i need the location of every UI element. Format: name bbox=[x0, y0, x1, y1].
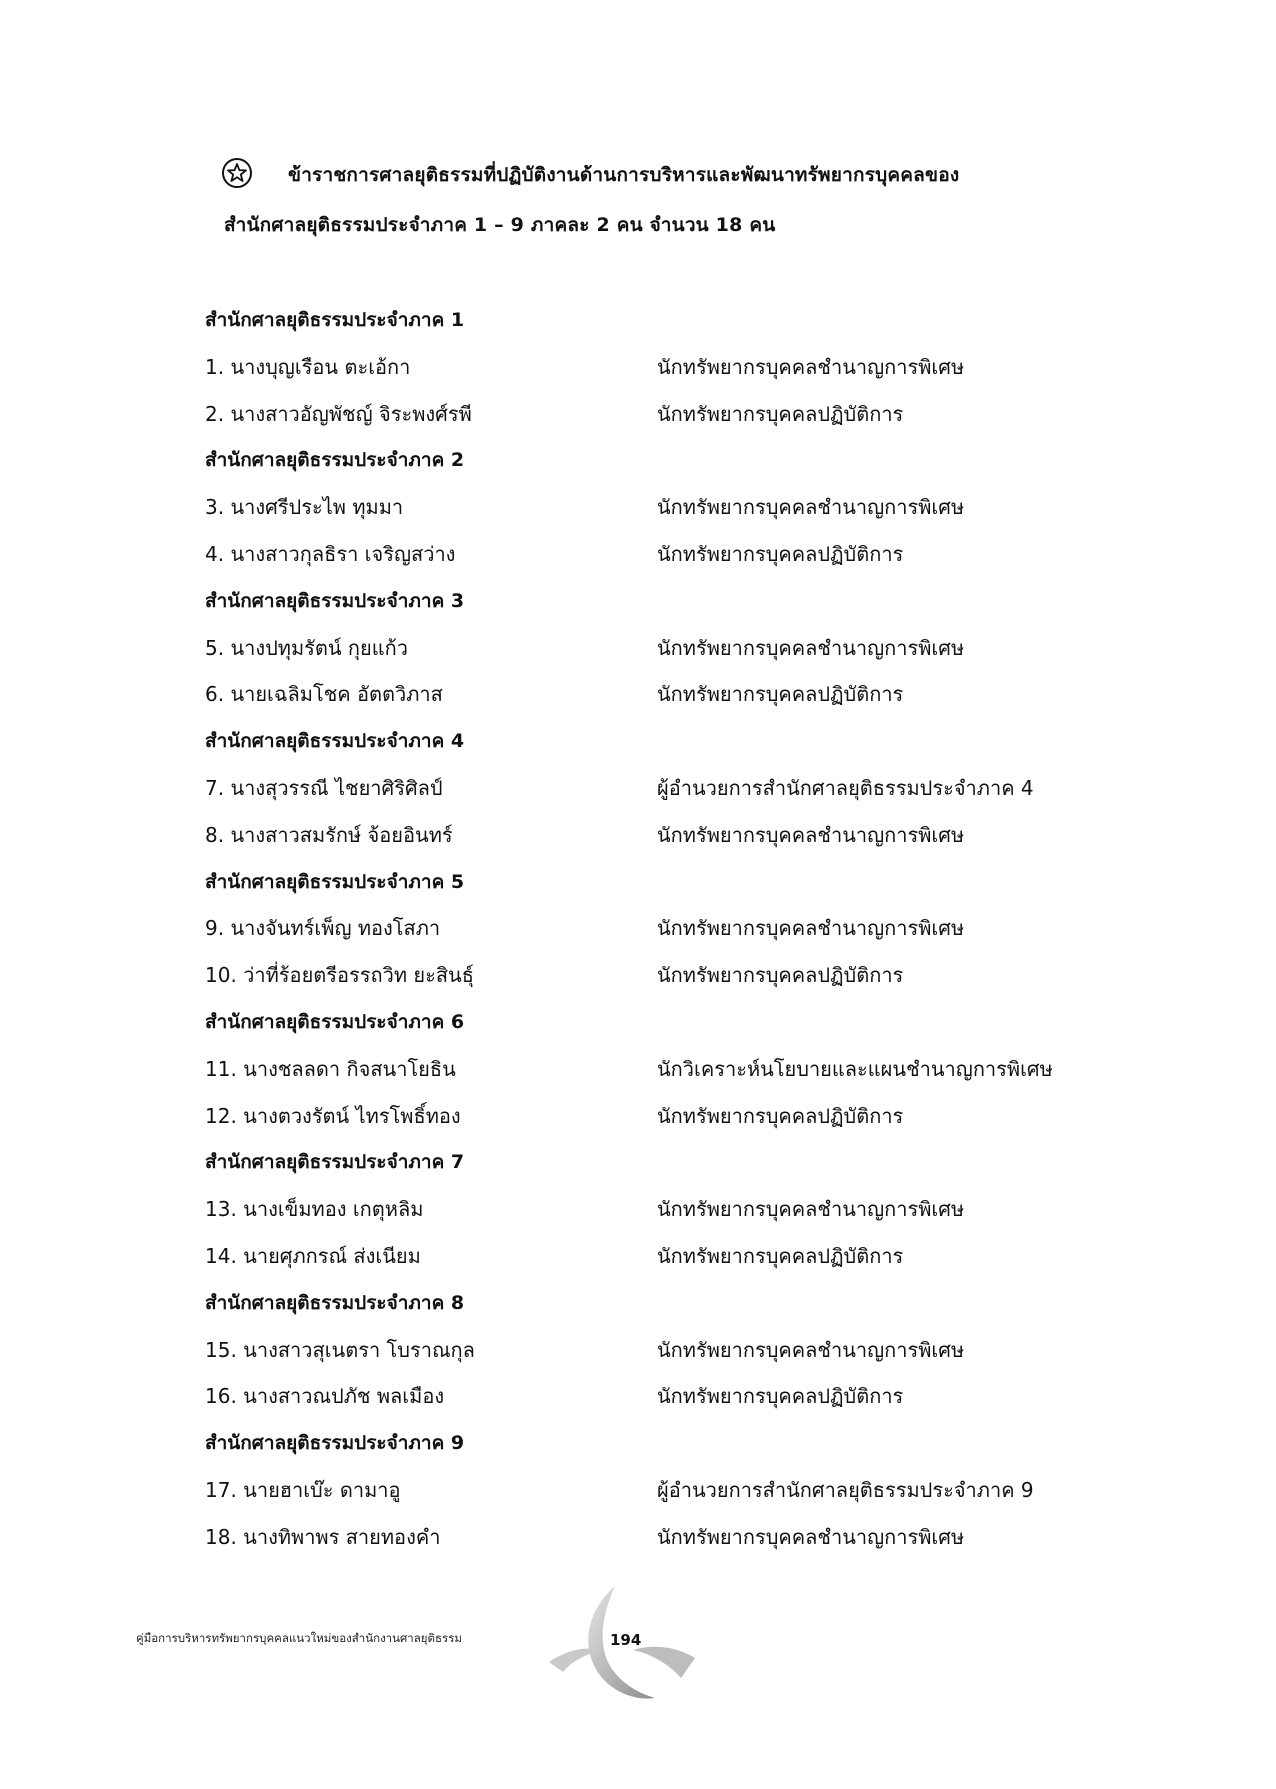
staff-name: 16. นางสาวณปภัช พลเมือง bbox=[205, 1384, 445, 1409]
footer-manual-title: คู่มือการบริหารทรัพยากรบุคคลแนวใหม่ของสำนักงานศาลยุติธรรม bbox=[136, 1631, 462, 1645]
region-3-title: สำนักศาลยุติธรรมประจำภาค 3 bbox=[205, 589, 465, 612]
staff-position: ผู้อำนวยการสำนักศาลยุติธรรมประจำภาค 4 bbox=[657, 775, 1034, 800]
staff-position: นักทรัพยากรบุคคลชำนาญการพิเศษ bbox=[657, 1524, 965, 1549]
star-in-circle-icon bbox=[222, 158, 252, 188]
staff-position: นักทรัพยากรบุคคลปฏิบัติการ bbox=[657, 1243, 904, 1268]
list-item bbox=[205, 765, 1105, 812]
staff-name: 8. นางสาวสมรักษ์ จ้อยอินทร์ bbox=[205, 822, 453, 847]
region-4-title: สำนักศาลยุติธรรมประจำภาค 4 bbox=[205, 730, 465, 753]
staff-position: นักทรัพยากรบุคคลชำนาญการพิเศษ bbox=[657, 635, 965, 660]
list-item bbox=[205, 1467, 1105, 1514]
staff-name: 2. นางสาวอัญพัชญ์ จิระพงศ์รพี bbox=[205, 401, 472, 426]
staff-name: 13. นางเข็มทอง เกตุหลิม bbox=[205, 1197, 424, 1222]
heading-line-1: ข้าราชการศาลยุติธรรมที่ปฏิบัติงานด้านการบริหารและพัฒนาทรัพยากรบุคคลของ bbox=[288, 164, 960, 186]
staff-name: 12. นางตวงรัตน์ ไทรโพธิ์ทอง bbox=[205, 1103, 461, 1128]
list-item bbox=[205, 1233, 1105, 1280]
list-item bbox=[205, 671, 1105, 718]
list-item bbox=[205, 1093, 1105, 1140]
staff-position: นักทรัพยากรบุคคลชำนาญการพิเศษ bbox=[657, 822, 965, 847]
staff-position: ผู้อำนวยการสำนักศาลยุติธรรมประจำภาค 9 bbox=[657, 1477, 1034, 1502]
region-8-title: สำนักศาลยุติธรรมประจำภาค 8 bbox=[205, 1291, 465, 1314]
staff-position: นักทรัพยากรบุคคลปฏิบัติการ bbox=[657, 1384, 904, 1409]
list-item bbox=[205, 1373, 1105, 1420]
list-item bbox=[205, 391, 1105, 438]
region-6-title: สำนักศาลยุติธรรมประจำภาค 6 bbox=[205, 1010, 465, 1033]
region-1-title: สำนักศาลยุติธรรมประจำภาค 1 bbox=[205, 309, 465, 331]
staff-position: นักทรัพยากรบุคคลปฏิบัติการ bbox=[657, 1103, 904, 1128]
staff-position: นักทรัพยากรบุคคลปฏิบัติการ bbox=[657, 401, 904, 426]
page-number: 194 bbox=[610, 1631, 642, 1649]
staff-name: 10. ว่าที่ร้อยตรีอรรถวิท ยะสินธุ์ bbox=[205, 963, 474, 988]
staff-position: นักวิเคราะห์นโยบายและแผนชำนาญการพิเศษ bbox=[657, 1056, 1053, 1081]
staff-position: นักทรัพยากรบุคคลปฏิบัติการ bbox=[657, 541, 904, 566]
list-item bbox=[205, 812, 1105, 859]
list-item bbox=[205, 1186, 1105, 1233]
staff-name: 3. นางศรีประไพ ทุมมา bbox=[205, 495, 404, 520]
region-9-title: สำนักศาลยุติธรรมประจำภาค 9 bbox=[205, 1432, 465, 1455]
staff-name: 6. นายเฉลิมโชค อัตตวิภาส bbox=[205, 682, 443, 707]
list-item bbox=[205, 952, 1105, 999]
staff-name: 7. นางสุวรรณี ไชยาศิริศิลป์ bbox=[205, 775, 443, 800]
list-item bbox=[205, 1327, 1105, 1374]
staff-name: 5. นางปทุมรัตน์ กุยแก้ว bbox=[205, 635, 408, 660]
region-7-title: สำนักศาลยุติธรรมประจำภาค 7 bbox=[205, 1151, 465, 1174]
staff-name: 18. นางทิพาพร สายทองคำ bbox=[205, 1524, 441, 1549]
list-item bbox=[205, 905, 1105, 952]
staff-name: 14. นายศุภกรณ์ ส่งเนียม bbox=[205, 1243, 421, 1268]
region-5-title: สำนักศาลยุติธรรมประจำภาค 5 bbox=[205, 870, 465, 893]
list-item bbox=[205, 1046, 1105, 1093]
staff-position: นักทรัพยากรบุคคลปฏิบัติการ bbox=[657, 963, 904, 988]
staff-list bbox=[205, 297, 1105, 1561]
staff-name: 17. นายฮาเบ๊ะ ดามาอู bbox=[205, 1477, 401, 1502]
staff-position: นักทรัพยากรบุคคลชำนาญการพิเศษ bbox=[657, 354, 965, 379]
list-item bbox=[205, 484, 1105, 531]
list-item bbox=[205, 344, 1105, 391]
staff-name: 11. นางชลลดา กิจสนาโยธิน bbox=[205, 1056, 456, 1081]
staff-position: นักทรัพยากรบุคคลชำนาญการพิเศษ bbox=[657, 916, 965, 941]
staff-position: นักทรัพยากรบุคคลชำนาญการพิเศษ bbox=[657, 1337, 965, 1362]
region-2-title: สำนักศาลยุติธรรมประจำภาค 2 bbox=[205, 449, 465, 472]
staff-name: 15. นางสาวสุเนตรา โบราณกุล bbox=[205, 1337, 475, 1362]
staff-name: 1. นางบุญเรือน ตะเอ้กา bbox=[205, 354, 411, 379]
staff-name: 4. นางสาวกุลธิรา เจริญสว่าง bbox=[205, 541, 456, 566]
list-item bbox=[205, 1514, 1105, 1561]
staff-position: นักทรัพยากรบุคคลชำนาญการพิเศษ bbox=[657, 495, 965, 520]
list-item bbox=[205, 625, 1105, 672]
list-item bbox=[205, 531, 1105, 578]
staff-name: 9. นางจันทร์เพ็ญ ทองโสภา bbox=[205, 916, 441, 941]
heading-line-2: สำนักศาลยุติธรรมประจำภาค 1 – 9 ภาคละ 2 คน จำนวน 18 คน bbox=[224, 214, 776, 236]
staff-position: นักทรัพยากรบุคคลปฏิบัติการ bbox=[657, 682, 904, 707]
staff-position: นักทรัพยากรบุคคลชำนาญการพิเศษ bbox=[657, 1197, 965, 1222]
